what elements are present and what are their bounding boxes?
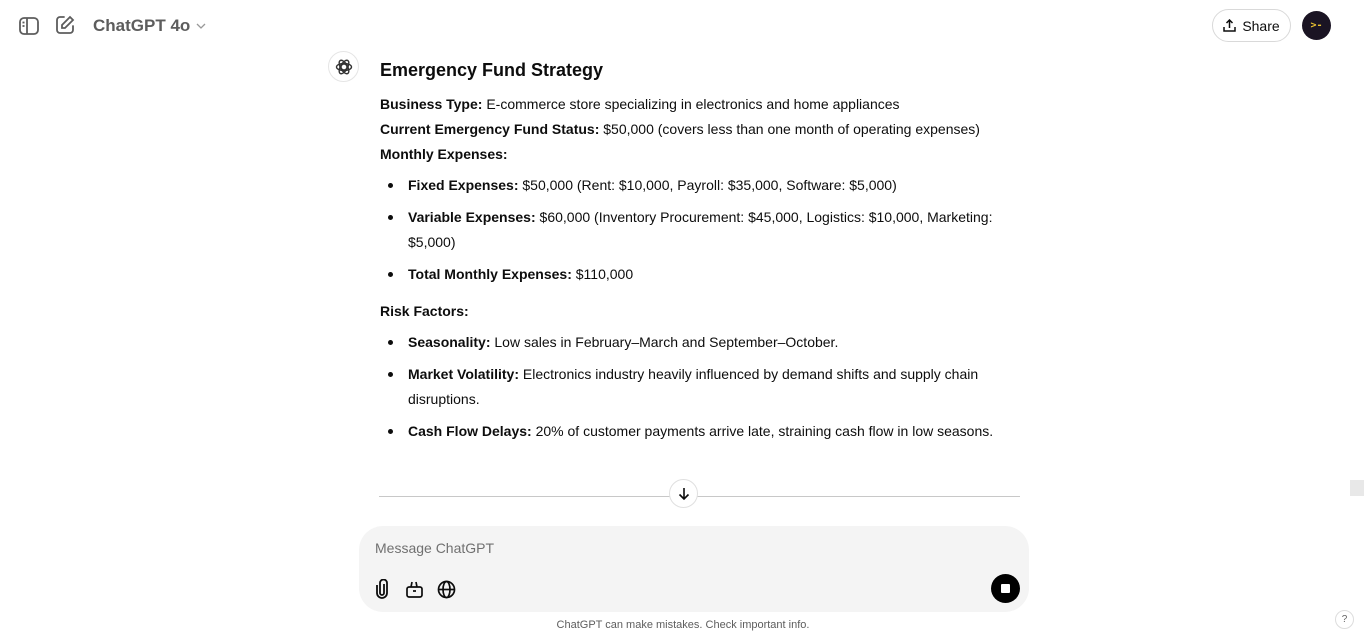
list-item: Total Monthly Expenses: $110,000 [380,262,1020,287]
share-icon [1223,19,1236,32]
list-item: Variable Expenses: $60,000 (Inventory Procurement: $45,000, Logistics: $10,000, Marketing: $5,000) [380,205,1020,255]
monthly-expenses-heading: Monthly Expenses: [380,146,508,162]
risk-factors-heading: Risk Factors: [380,303,469,319]
share-button[interactable] [1212,9,1291,42]
message-composer[interactable] [359,526,1029,612]
list-item: Fixed Expenses: $50,000 (Rent: $10,000, Payroll: $35,000, Software: $5,000) [380,173,1020,198]
new-chat-icon[interactable] [53,13,77,37]
list-item: Cash Flow Delays: 20% of customer payments arrive late, straining cash flow in low seasons. [380,419,1020,444]
message-title: Emergency Fund Strategy [380,60,604,80]
arrow-down-icon [678,487,690,501]
help-button[interactable]: ? [1335,610,1354,629]
scrollbar[interactable] [1350,480,1364,496]
risk-factors-list [380,330,1020,444]
business-type: Business Type: E-commerce store specializing in electronics and home appliances [380,96,900,112]
list-item: Seasonality: Low sales in February–March and September–October. [380,330,1020,355]
monthly-expenses-list [380,173,1020,287]
divider [379,496,1020,497]
share-label: Share [1242,17,1280,34]
assistant-message [380,58,1020,456]
scroll-to-bottom-button[interactable] [669,479,698,508]
chevron-down-icon [196,23,206,29]
model-name: ChatGPT 4o [93,16,191,35]
stop-icon [1001,584,1010,593]
tools-icon[interactable] [403,578,425,600]
sidebar-toggle-icon[interactable] [17,14,41,38]
globe-icon[interactable] [435,578,457,600]
disclaimer: ChatGPT can make mistakes. Check important info. [556,619,810,631]
list-item: Market Volatility: Electronics industry heavily influenced by demand shifts and supply chain disruptions. [380,362,1020,412]
avatar[interactable]: >- [1302,11,1331,40]
model-selector[interactable] [93,16,206,36]
attach-icon[interactable] [371,578,393,600]
chatgpt-logo-icon [328,51,359,82]
fund-status: Current Emergency Fund Status: $50,000 (covers less than one month of operating expenses) [380,121,980,137]
top-bar [0,0,1366,52]
message-input[interactable]: Message ChatGPT [375,540,495,556]
stop-generating-button[interactable] [991,574,1020,603]
